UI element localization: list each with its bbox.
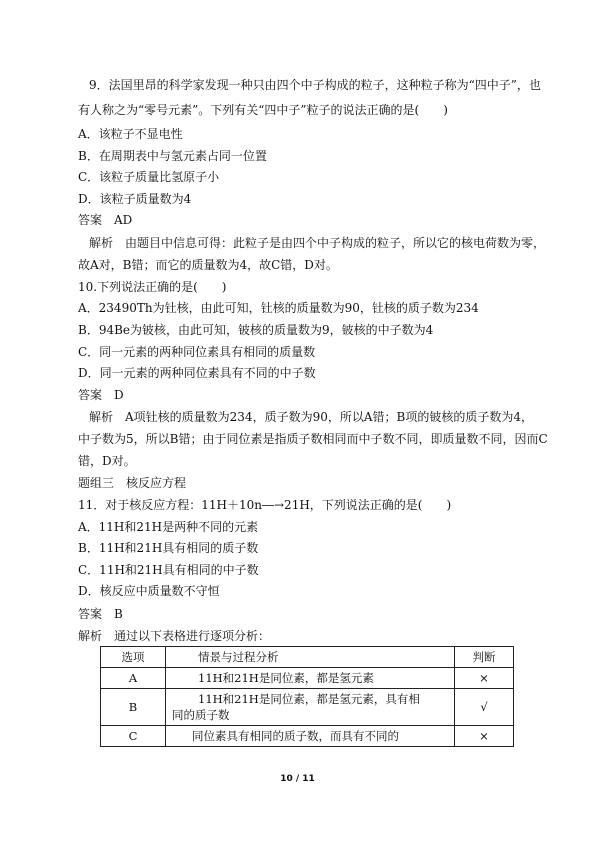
q10-stem: 10.下列说法正确的是( ) <box>78 280 227 294</box>
q9-option-a: A．该粒子不显电性 <box>78 127 183 141</box>
q10-explanation-line1: 解析 A项钍核的质量数为234，质子数为90，所以A错；B项的铍核的质子数为4， <box>89 410 533 424</box>
q10-answer: 答案 D <box>78 388 124 402</box>
q9-stem-line2: 有人称之为“零号元素”。下列有关“四中子”粒子的说法正确的是( ) <box>78 103 448 117</box>
q11-explanation: 解析 通过以下表格进行逐项分析： <box>78 629 271 643</box>
table-cell-option: A <box>101 668 166 689</box>
table-row <box>101 689 514 726</box>
table-cell-analysis-line1: 11H和21H是同位素，都是氢元素，具有相 <box>198 692 420 706</box>
q9-explanation-line2: 故A对，B错；而它的质量数为4，故C错，D对。 <box>78 258 338 272</box>
q10-option-a: A．23490Th为钍核，由此可知，钍核的质量数为90，钍核的质子数为234 <box>78 301 479 315</box>
table-cell-judge: × <box>455 668 514 689</box>
table-header-judge: 判断 <box>455 647 514 668</box>
group3-heading: 题组三 核反应方程 <box>78 476 187 490</box>
q11-option-a: A．11H和21H是两种不同的元素 <box>78 520 259 534</box>
q11-option-c: C．11H和21H具有相同的中子数 <box>78 563 259 577</box>
q9-explanation-line1: 解析 由题目中信息可得：此粒子是由四个中子构成的粒子，所以它的核电荷数为零， <box>89 236 546 250</box>
table-row <box>101 726 514 747</box>
q11-option-d: D．核反应中质量数不守恒 <box>78 584 220 598</box>
table-cell-analysis: 11H和21H是同位素，都是氢元素 <box>166 668 455 689</box>
table-header-row <box>101 647 514 668</box>
q9-option-c: C．该粒子质量比氢原子小 <box>78 170 220 184</box>
q10-option-d: D．同一元素的两种同位素具有不同的中子数 <box>78 366 316 380</box>
q9-answer: 答案 AD <box>78 213 133 227</box>
q9-option-b: B．在周期表中与氢元素占同一位置 <box>78 149 267 163</box>
q10-option-c: C．同一元素的两种同位素具有相同的质量数 <box>78 345 316 359</box>
q11-stem: 11．对于核反应方程：11H＋10n―→21H，下列说法正确的是( ) <box>78 498 452 512</box>
table-cell-option: C <box>101 726 166 747</box>
table-cell-option: B <box>101 689 166 726</box>
table-cell-analysis-line2: 同的质子数 <box>172 708 230 722</box>
page-number: 10 / 11 <box>280 774 315 784</box>
q9-option-d: D．该粒子质量数为4 <box>78 192 192 206</box>
analysis-table <box>100 646 514 747</box>
table-header-option: 选项 <box>101 647 166 668</box>
table-cell-judge: √ <box>455 689 514 726</box>
table-cell-analysis: 同位素具有相同的质子数，而具有不同的 <box>166 726 455 747</box>
q11-option-b: B．11H和21H具有相同的质子数 <box>78 541 259 555</box>
table-cell-analysis <box>166 689 455 726</box>
table-row <box>101 668 514 689</box>
table-header-analysis: 情景与过程分析 <box>166 647 455 668</box>
table-cell-judge: × <box>455 726 514 747</box>
q10-explanation-line2: 中子数为5，所以B错；由于同位素是指质子数相同而中子数不同，即质量数不同，因而C <box>78 432 548 446</box>
q11-answer: 答案 B <box>78 607 123 621</box>
q10-explanation-line3: 错，D对。 <box>78 454 136 468</box>
q9-stem-line1: 9．法国里昂的科学家发现一种只由四个中子构成的粒子，这种粒子称为“四中子”，也 <box>89 78 541 92</box>
q10-option-b: B．94Be为铍核，由此可知，铍核的质量数为9，铍核的中子数为4 <box>78 323 434 337</box>
